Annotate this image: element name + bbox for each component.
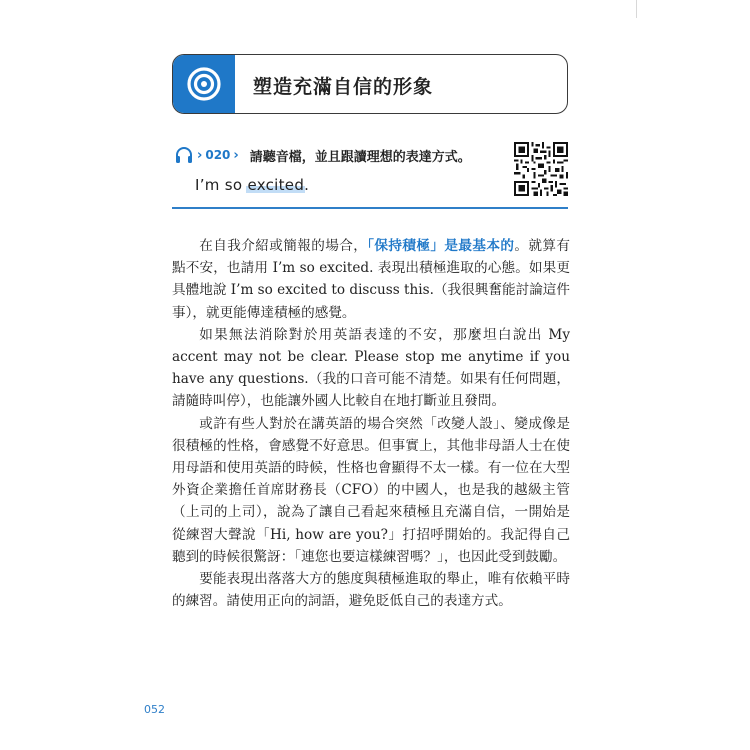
audio-track-row (174, 144, 471, 166)
target-icon (186, 66, 222, 102)
track-arrow-right: › (233, 147, 239, 163)
paragraph: 要能表現出落落大方的態度與積極進取的舉止，唯有依賴平時的練習。請使用正向的詞語，避免貶低自己的表達方式。 (172, 571, 570, 610)
headphones-icon[interactable] (174, 145, 194, 165)
page-number: 052 (144, 703, 165, 716)
example-highlight: excited (247, 176, 305, 194)
track-number: 020 (205, 148, 231, 162)
audio-instruction: 請聽音檔，並且跟讀理想的表達方式。 (249, 149, 471, 165)
chapter-header (172, 54, 568, 114)
body-text (172, 235, 570, 612)
paragraph-text: 。就算有點不安，也請用 I’m so excited. 表現出積極進取的心態。如果更具體地說 I’m so excited to discuss this.（我很興奮能討論這件事），就更能傳達積極的感覺。 (172, 238, 571, 321)
paragraph-text: 在自我介紹或簡報的場合， (199, 238, 368, 254)
chapter-icon-box (173, 55, 235, 113)
section-divider (172, 207, 568, 209)
paragraph: 如果無法消除對於用英語表達的不安，那麼坦白說出 My accent may not be clear. Please stop me anytime if you have any questions.（我的口音可能不清楚。如果有任何問題，請隨時叫停），也能讓外國人比較自在地打斷並且發問。 (172, 326, 570, 410)
example-after: . (304, 176, 310, 194)
paragraph (172, 235, 570, 324)
qr-code-icon[interactable] (514, 142, 568, 196)
chapter-title: 塑造充滿自信的形象 (253, 76, 434, 98)
paragraph: 或許有些人對於在講英語的場合突然「改變人設」、變成像是很積極的性格，會感覺不好意思。但事實上，其他非母語人士在使用母語和使用英語的時候，性格也會顯得不太一樣。有一位在大型外資企業擔任首席財務長（CFO）的中國人，也是我的越級主管（上司的上司），說為了讓自己看起來積極且充滿自信，一開始是從練習大聲說「Hi, how are you?」打招呼開始的。我記得自己聽到的時候很驚訝：「連您也要這樣練習嗎？」，也因此受到鼓勵。 (172, 415, 570, 565)
example-sentence (195, 176, 309, 194)
key-phrase: 「保持積極」是最基本的 (367, 238, 515, 254)
example-before: I’m so (195, 176, 248, 194)
page-edge-line (636, 0, 637, 18)
track-arrow-left: › (197, 147, 203, 163)
